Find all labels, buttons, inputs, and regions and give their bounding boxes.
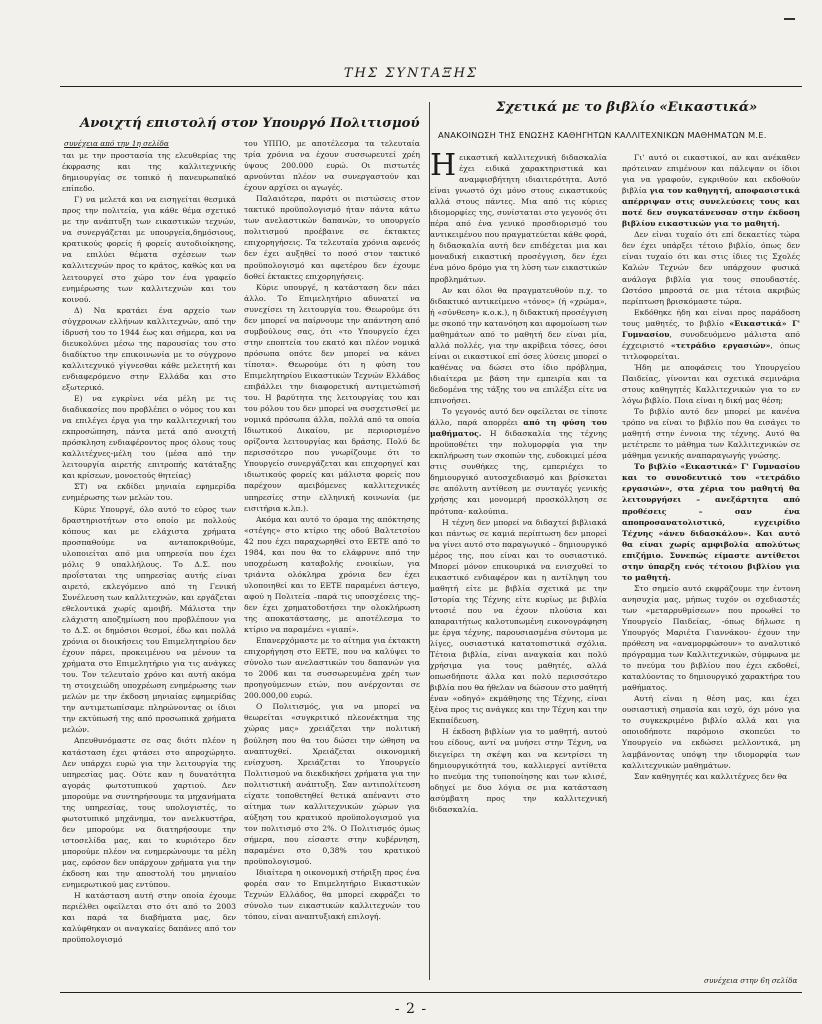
paragraph: Εκδόθηκε ήδη και είναι προς παράδοση τους μαθητές, το βιβλίο «Εικαστικά» Γ' Γυμνασίου, συνοδευόμενο μάλιστα από έχχειριστό «τετράδιο εργασιών», όπως τιτλοφορείται. [622, 307, 800, 361]
paragraph: Η τέχνη δεν μπορεί να διδαχτεί βιβλιακά και πάντως σε καμιά περίπτωση δεν μπορεί να γίνει αυτό στο παραγωγικό – δημιουργικό μέρος της, που είναι και το ουσιαστικό. Μπορεί μόνον επικουρικά να ενισχυθεί το εικαστικό ενδιαφέρον και η αντίληψη του μαθητή είτε με βιβλία σχετικά με την Ιστορία της Τέχνης είτε κυρίως με βιβλία ντοσιέ που να έχουν πλούσια και απαραιτήτως καλοτυπωμένη εικονογράφηση με έργα τέχνης, παρουσιασμένα σύντομα με λίγες, ουσιαστικά κατατοπιστικά σχόλια. Τέτοια βιβλία, είναι αναγκαία και πολύ χρήσιμα για τους μαθητές, αλλά οπωσδήποτε άλλα και πολύ περισσότερο βιβλία που θα ήθελαν να δώσουν στο μαθητή έναν «οδηγό» εκμάθησης της Τέχνης, είναι ξένα προς τις ανάγκες και την Τέχνη και την Εκπαίδευση. [430, 517, 607, 726]
paragraph: Η εικαστική καλλιτεχνική διδασκαλία έχει ειδικά χαρακτηριστικά και αναμφισβήτητη ιδιαιτερότητα. Αυτό είναι γνωστό όχι μόνο στους εικαστικούς αλλά στους πάντες. Μια από τις κύριες ιδιομορφίες της, συνίσταται στο γεγονός ότι πέρα από ένα γενικό προσδιορισμό του αντικειμένου που πραγματεύεται κάθε φορά, η διδασκαλία αυτή δεν επιδέχεται μια και μοναδική εικαστική προσέγγιση, δεν έχει ένα μόνο δρόμο για τη λύση των εικαστικών προβλημάτων. [430, 152, 607, 284]
paragraph: Η κατάσταση αυτή στην οποία έχουμε περιέλθει οφείλεται στο ότι από το 2003 και παρά τα διαβήματα μας, δεν καλύφθηκαν οι αναγκαίες δαπάνες από τον προϋπολογισμό [62, 891, 236, 945]
paragraph: Η έκδοση βιβλίων για το μαθητή, αυτού του είδους, αντί να μυήσει στην Τέχνη, να διεγείρει τη σκέψη και να κεντρίσει τη δημιουργικότητά του, καλλιεργεί αντίθετα το πνεύμα της τυποποίησης και των κλισέ, οδηγεί με δυο λόγια σε μια κατάσταση ασύμβατη προς την καλλιτεχνική διδασκαλία. [430, 727, 607, 814]
paragraph: ΣΤ) να εκδίδει μηνιαία εφημερίδα ενημέρωσης των μελών του. [62, 482, 236, 503]
left-article-column-1 [62, 150, 236, 965]
right-article-subtitle: ΑΝΑΚΟΙΝΩΣΗ ΤΗΣ ΕΝΩΣΗΣ ΚΑΘΗΓΗΤΩΝ ΚΑΛΛΙΤΕΧΝΙΚΩΝ ΜΑΘΗΜΑΤΩΝ Μ.Ε. [438, 130, 767, 140]
paragraph: ται με την προστασία της ελευθερίας της έκφρασης και της καλλιτεχνικής δημιουργίας σε τοπικό ή πανευρωπαϊκό επίπεδο. [62, 151, 236, 194]
paragraph: Ιδιαίτερα η οικονομική στήριξη προς ένα φορέα σαν το Επιμελητήριο Εικαστικών Τεχνών Ελλάδος, θα μπορεί εκφράζει το σύνολο των εικαστικών καλλιτεχνών του τόπου, είναι αναπτυξιακή επιλογή. [244, 868, 420, 922]
paragraph: Απευθυνόμαστε σε σας διότι πλέον η κατάσταση έχει φτάσει στο απροχώρητο. Δεν υπάρχει ευρώ για την λειτουργία της υπηρεσίας μας. Ούτε καν η δυνατότητα αγοράς φωτοτυπικού χαρτιού. Δεν μπορούμε να συντηρήσουμε τα μηχανήματα της υπηρεσίας, τους υπολογιστές, το φωτοτυπικό μηχάνημα, τον ανελκυστήρα, δεν μπορούμε να διατηρήσουμε την ιστοσελίδα μας, και το κυριότερο δεν μπορούμε πλέον να ενημερώνουμε τα μέλη μας, εφόσον δεν υπάρχουν χρήματα για την έκδοση και την αποστολή του μηνιαίου ενημερωτικού μας εντύπου. [62, 736, 236, 890]
footer-rule [60, 992, 802, 993]
header-rule [60, 86, 802, 87]
paragraph [622, 461, 800, 583]
right-article-title: Σχετικά με το βιβλίο «Εικαστικά» [496, 100, 758, 115]
emphasis: από τη φύση του μαθήματος. [430, 418, 607, 439]
paragraph: Ο Πολιτισμός, για να μπορεί να θεωρείται «συγκριτικό πλεονέκτημα της χώρας μας» χρειάζεται την πολιτική βούληση που θα του δώσει την ώθηση να αναπτυχθεί. Χρειάζεται οικονομική ενίσχυση. Χρειάζεται το Υπουργείο Πολιτισμού να διεκδικήσει χρήματα για την πολιτιστική ανάπτυξη. Σαν αντιπολίτευση είχατε τοποθετηθεί θετικά απέναντι στο αίτημα των καλλιτεχνικών χώρων για αύξηση του κρατικού προϋπολογισμού για τον πολιτισμό στο 2%. Ο Πολιτισμός όμως σήμερα, που είσαστε στην κυβέρνηση, παραμένει στο 0,38% του κρατικού προϋπολογισμού. [244, 702, 420, 867]
paragraph: Ήδη με αποφάσεις του Υπουργείου Παιδείας, γίνονται και σχετικά σεμινάρια στους καθηγητές Καλλιτεχνικών για το εν λόγω βιβλίο. Ποια είναι η δική μας θέση; [622, 362, 800, 406]
paragraph: Γι' αυτό οι εικαστικοί, αν και ανέκαθεν πρότειναν επιμένουν και πάλεψαν οι ίδιοι για να γραφούν, εγκριθούν και εκδοθούν βιβλία για τον καθηγητή, αποφασιστικά απέρριψαν στις συνελεύσεις τους και ποτέ δεν συγκατάνευσαν στην έκδοση βιβλίου εικαστικών για το μαθητή. [622, 153, 800, 229]
left-article-title: Ανοιχτή επιστολή στον Υπουργό Πολιτισμού [80, 116, 420, 131]
paragraph: Το βιβλίο αυτό δεν μπορεί με κανένα τρόπο να είναι το βιβλίο που θα εισάγει το μαθητή στην έννοια της τέχνης. Αυτό θα μετέτρεπε το μάθημα των Καλλιτεχνικών σε μάθημα γενικής αναπαραγωγής γνώσης. [622, 407, 800, 461]
page-number: - 2 - [394, 1001, 428, 1017]
emphasis: «τετράδιο εργασιών» [670, 340, 771, 350]
paragraph: Κύριε Υπουργέ, όλο αυτό το εύρος των δραστηριοτήτων στο οποίο με πολλούς κόπους και με ελάχιστα χρήματα προσπαθούμε να ανταποκριθούμε, υλοποιείται από μια υπηρεσία που έχει μόλις 9 υπαλλήλους. Το Δ.Σ. που προΐσταται της υπηρεσίας αυτής είναι αιρετό, εκλεγόμενο από τη Γενική Συνέλευση των καλλιτεχνών, και εργάζεται εθελοντικά χωρίς αμοιβή. Μάλιστα την ελάχιστη αποζημίωση που προβλέπουν για το Δ.Σ. οι δημόσιοι θεσμοί, έδω και πολλά χρόνια οι διοικήσεις του Επιμελητηρίου δεν έχουν πάρει, προκειμένου να μένουν τα χρήματα στο Επιμελητήριο για τις ανάγκες του. Τον τελευταίο χρόνο και αυτή ακόμα τη στοιχειώδη υποχρέωση ενημέρωσης των μελών με την έκδοση μηνιαίας εφημερίδας την αντιμετωπίσαμε πληρώνοντας οι ίδιοι την εκτύπωσή της από προσωπικά χρήματα μελών. [62, 504, 236, 735]
paragraph: Δεν είναι τυχαίο ότι επί δεκαετίες τώρα δεν έχει υπάρξει τέτοιο βιβλίο, όπως δεν είναι τυχαίο ότι και στις ίδιες τις Σχολές Καλών Τεχνών δεν υπάρχουν φυσικά ανάλογα βιβλία για τους σπουδαστές. Ωστόσο μπροστά σε μια τέτοια ακριβώς περίπτωση βρισκόμαστε τώρα. [622, 230, 800, 306]
paragraph: Αν και όλοι θα πραγματευθούν π.χ. το διδακτικό αντικείμενο «τόνος» (ή «χρώμα», ή «σύνθεση» κ.ο.κ.), η διδακτική προσέγγιση με σκοπό την κατανόηση και αφομοίωση των μαθημάτων από το μαθητή δεν είναι μία, αλλά πολλές, για την ακρίβεια τόσες, όσοι είναι οι εικαστικοί επί όσες λύσεις μπορεί ο καθένας να δώσει στο ίδιο πρόβλημα, ιδιαίτερα με βάση την εμπειρία και τα δεδομένα της τάξης του να επιλέξει είτε να επινοήσει. [430, 285, 607, 406]
paragraph: Αυτή είναι η θέση μας, και έχει ουσιαστική σημασία και ισχύ, όχι μόνο για το συγκεκριμένο βιβλίο αλλά και για οποιοδήποτε παρόμοιο σκοπεύει το Υπουργείο να εκδώσει μελλοντικά, μη λαμβάνοντας υπόψη την ιδιομορφία των καλλιτεχνικών μαθημάτων. [622, 694, 800, 770]
paragraph: Στο σημείο αυτό εκφράζουμε την έντονη ανησυχία μας, μήπως τυχόν οι σχεδιαστές των «μεταρρυθμίσεων» που προωθεί το Υπουργείο Παιδείας, -όπως δήλωσε η Υπουργός Μαριέτα Γιαννάκου- έχουν την πρόθεση να «αναμορφώσουν» το αναλυτικό πρόγραμμα των Καλλιτεχνικών, σύμφωνα με το πνεύμα του βιβλίου που έχει εκδοθεί, καταλύοντας το δημιουργικό χαρακτήρα του μαθήματος. [622, 583, 800, 693]
paragraph: Γ) να μελετά και να εισηγείται θεσμικά προς την πολιτεία, για κάθε θέμα σχετικό με την ανάπτυξη των εικαστικών τεχνών, να συνεργάζεται με υπουργεία,δημόσιους, κρατικούς φορείς ή φορείς αυτοδιοίκησης, να επιλύει θέματα σχέσεων των καλλιτεχνών προς το κράτος, καθώς και να λειτουργεί στο χώρο τον ένα γραφείο ενημέρωσης των καλλιτεχνών και του κοινού. [62, 195, 236, 304]
paragraph: Δ) Να κρατάει ένα αρχείο των σύγχρονων ελλήνων καλλιτεχνών, από την ίδρυσή του το 1944 έως και σήμερα, και να διευκολύνει μέσω της παρουσίας του στο διαδίκτυο την επικοινωνία με το σύγχρονο καλλιτεχνικό γίγνεσθαι κάθε μελετητή και ενδιαφερόμενο στην Ελλάδα και στο εξωτερικό. [62, 305, 236, 392]
paragraph: του ΥΠΠΟ, με αποτέλεσμα τα τελευταία τρία χρόνια να έχουν συσσωρευτεί χρέη ύψους 200.000 ευρώ. Οι πιστωτές αρνούνται πλέον να συνεργαστούν και έχουν αρχίσει οι αγωγές. [244, 139, 420, 193]
paragraph: Παλαιότερα, παρότι οι πιστώσεις στον τακτικό προϋπολογισμό ήταν πάντα κάτω των ανελαστικών δαπανών, το υπουργείο πολιτισμού προέβαινε σε έκτακτες επιχορηγήσεις. Τα τελευταία χρόνια αφενός δεν έχει αυξηθεί το ποσό στον τακτικό προϋπολογισμό και αφετέρου δεν έχουμε δοθεί έκτακτες επιχορηγήσεις. [244, 194, 420, 281]
emphasis: «Εικαστικά» Γ' Γυμνασίου [622, 318, 800, 339]
emphasis: για τον καθηγητή, αποφασιστικά απέρριψαν στις συνελεύσεις τους και ποτέ δεν συγκατάνευσαν στην έκδοση βιβλίου εικαστικών για το μαθητή. [622, 186, 800, 229]
paragraph: Το γεγονός αυτό δεν οφείλεται σε τίποτε άλλο, παρά απορρέει από τη φύση του μαθήματος. Η διδασκαλία της τέχνης προϋποθέτει την πολυμορφία για την εκπλήρωση των σκοπών της, ευδοκιμεί μέσα στις συνθήκες της, εμπεριέχει το δημιουργικό αυτοσχεδιασμό και βρίσκεται σε απόλυτη αντίθεση με συνταγές γενικής χρήσης και μονομερή προσκόλληση σε πρότυπα- καλούπια. [430, 407, 607, 516]
paragraph: Επανερχόμαστε με το αίτημα για έκτακτη επιχορήγηση στο ΕΕΤΕ, που να καλύψει το σύνολο των ανελαστικών του δαπανών για το 2006 και τα συσσωρευμένα χρέη των προηγούμενων ετών, που ανέρχονται σε 200.000,00 ευρώ. [244, 636, 420, 701]
left-article-column-2 [244, 138, 420, 966]
right-article-column-1 [430, 152, 607, 952]
emphasis: Το βιβλίο «Εικαστικά» Γ' Γυμνασίου και το συνοδευτικό του «τετράδιο εργασιών», στα χέρια του μαθητή θα λειτουργήσει – ανεξάρτητα από προθέσεις – σαν ένα αποπροσανατολιστικό, εγχειρίδιο Τέχνης «άνευ διδασκάλου». Και αυτό θα είναι χωρίς αμφιβολία απολύτως επιζήμιο. Συνεπώς είμαστε αντίθετοι στην ύπαρξη ενός τέτοιου βιβλίου για το μαθητή. [622, 462, 800, 582]
paragraph: Κύριε υπουργέ, η κατάσταση δεν πάει άλλο. Το Επιμελητήριο αδυνατεί να συνεχίσει τη λειτουργία του. Θεωρούμε ότι δεν μπορεί να παίρνουμε την απάντηση από συμβούλους σας, ότι «το Υπουργείο έχει στην εποπτεία του εκατό και πλέον νομικά πρόσωπα οπότε δεν μπορεί να κάνει τίποτα». Θεωρούμε ότι η φύση του Επιμελητηρίου Εικαστικών Τεχνών Ελλάδος επιβάλλει την διαφορετική αντιμετώπισή του. Η βαρύτητα της λειτουργίας του και του ρόλου του δεν μπορεί να συσχετισθεί με νομικά πρόσωπα άλλα, πολλά από τα οποία Ιδιωτικού Δικαίου, με περιορισμένο ορίζοντα λειτουργίας και δράσης. Πολύ δε περισσότερο που γνωρίζουμε ότι το Υπουργείο συνεργάζεται και επιχορηγεί και ιδιωτικούς φορείς και μάλιστα φορείς που παρέχουν αμειβόμενες καλλιτεχνικές υπηρεσίες στην ελληνική κοινωνία (με εισιτήρια κ.λπ.). [244, 282, 420, 513]
right-article-column-2 [622, 152, 800, 972]
paragraph: Ακόμα και αυτό το όραμα της απόκτησης «στέγης» στο κτίριο της οδού Βαλτετσίου 42 που έχει παραχωρηθεί στο ΕΕΤΕ από το 1984, και που θα το ελάφρυνε από την υποχρέωση καταβολής ενοικίων, για τριάντα ολόκληρα χρόνια δεν έχει υλοποιηθεί και το ΕΕΤΕ παραμένει άστεγο, αφού η Πολιτεία –παρά τις υποσχέσεις της– δεν έχει χρηματοδοτήσει την ολοκλήρωση της αποκατάστασης, με αποτέλεσμα το κτίριο να παραμένει «γιαπί». [244, 514, 420, 635]
drop-cap: Η [430, 152, 457, 183]
paragraph: Ε) να εγκρίνει νέα μέλη με τις διαδικασίες που προβλέπει ο νόμος του και να επιλέγει έργα για την καλλιτεχνική του εκπροσώπηση, πάντα μετά από ανοιχτή πρόσκληση ενδιαφέροντος προς όλους τους καλλιτέχνες-μέλη του (μέσα από την λειτουργία αιρετής επιτροπής κατάταξης και κρίσεων, μονοετούς θητείας) [62, 394, 236, 481]
section-header: ΤΗΣ ΣΥΝΤΑΞΗΣ [343, 66, 479, 81]
corner-mark [784, 18, 795, 20]
continued-on-note: συνέχεια στην 6η σελίδα [704, 976, 798, 985]
paragraph: Σαν καθηγητές και καλλιτέχνες δεν θα [634, 771, 788, 781]
continued-from-note: συνέχεια από την 1η σελίδα [64, 139, 169, 148]
